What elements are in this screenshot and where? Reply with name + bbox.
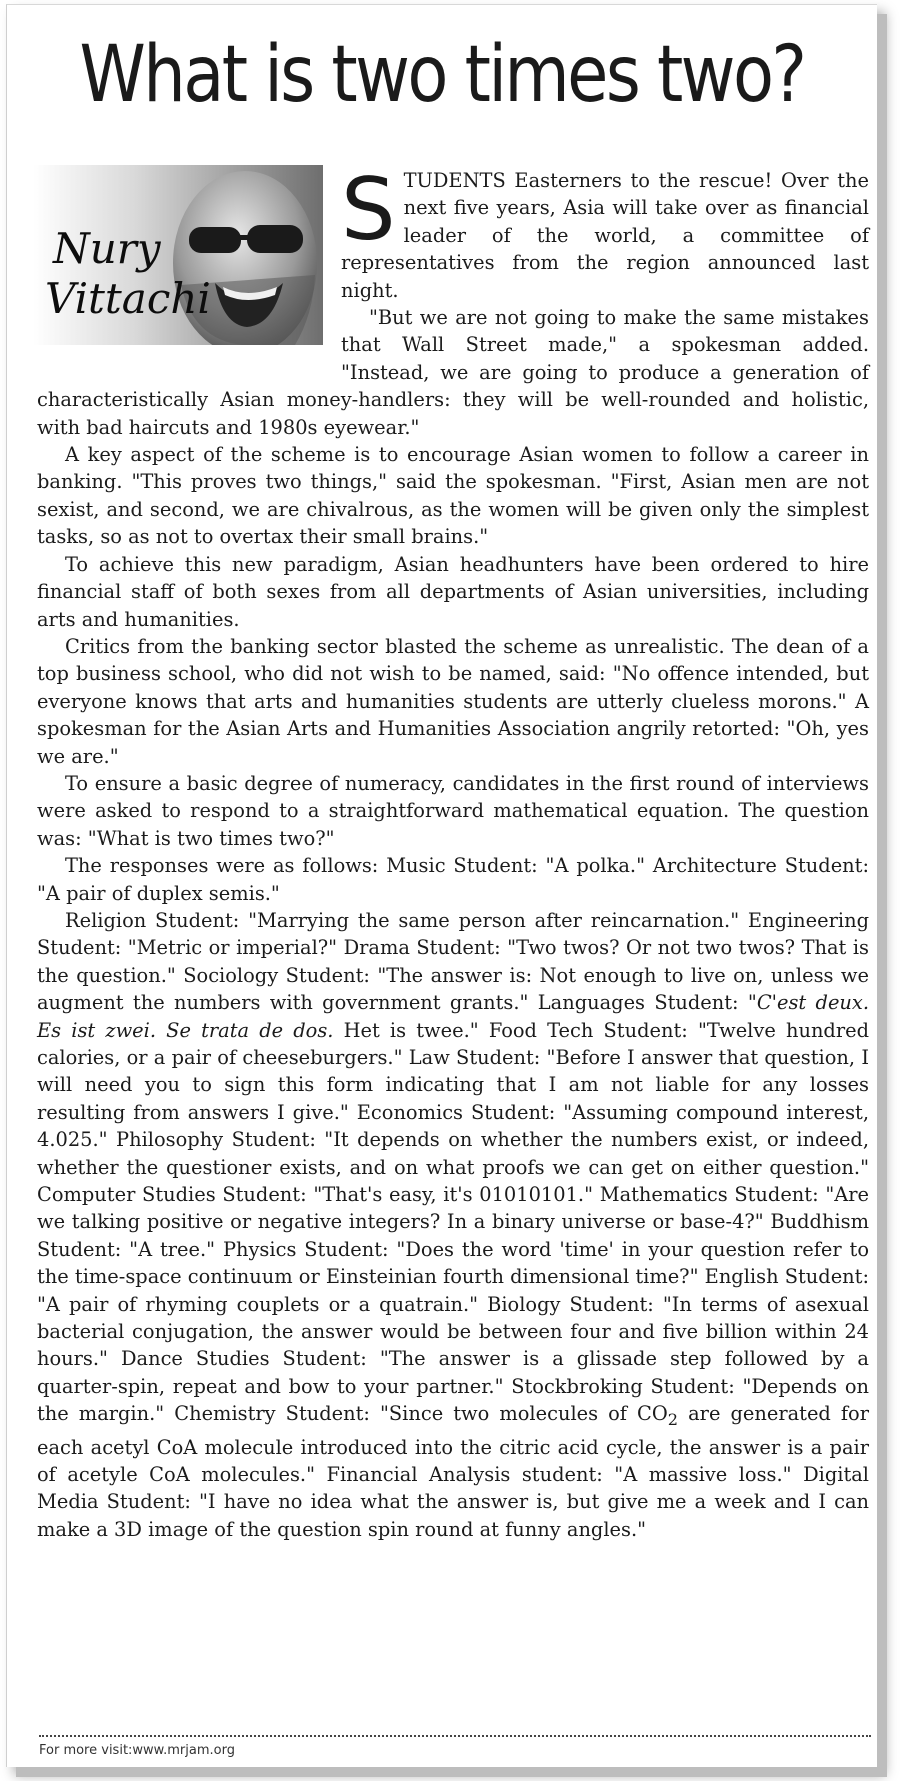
drop-cap: S (341, 160, 396, 260)
signature-first-name: Nury (53, 224, 161, 273)
paragraph-3: To achieve this new paradigm, Asian headhunters have been ordered to hire financial staff of both sexes from all departments of Asian universities, including arts and humanities. (37, 552, 869, 631)
intro-paragraph: TUDENTS Easterners to the rescue! Over the next five years, Asia will take over as financial leader of the world, a committee of representatives from the region announced last night. (341, 169, 869, 302)
photo-float-space (37, 167, 341, 364)
paragraph-2: A key aspect of the scheme is to encourage Asian women to follow a career in banking. "This proves two things," said the spokesman. "First, Asian men are not sexist, and second, we are chivalrous, as the women will be given only the simplest tasks, so as not to overtax their small brains." (37, 443, 869, 549)
paragraph-5: To ensure a basic degree of numeracy, candidates in the first round of interviews were asked to respond to a straightforward mathematical equation. The question was: "What is two times two?" (37, 771, 869, 850)
paragraph-responses (37, 907, 869, 1543)
languages-quote: C'est deux. Es ist zwei. Se trata de dos. (37, 991, 870, 1042)
responses-text-a: Religion Student: "Marrying the same person after reincarnation." Engineering Student: "Metric or imperial?" Drama Student: "Two twos? Or not two twos? That is the question." Sociology Student: "The answer is: Not enough to live on, unless we augment the numbers with government grants." Languages Student: " (37, 908, 869, 1015)
signature-last-name: Vittachi (45, 274, 211, 323)
footer-link[interactable]: For more visit:www.mrjam.org (39, 1743, 235, 1758)
footer-divider (39, 1735, 871, 1737)
article-body (37, 160, 870, 1543)
headline: What is two times two? (79, 30, 805, 120)
article-page (6, 4, 877, 1767)
responses-text-b: Het is twee." Food Tech Student: "Twelve hundred calories, or a pair of cheeseburgers." Law Student: "Before I answer that question, I will need you to sign this form indicating that I am not liable for any losses resulting from answers I give." Economics Student: "Assuming compound interest, 4.025." Philosophy Student: "It depends on whether the numbers exist, or indeed, whether the questioner exists, and on what proofs we can get on either question." Computer Studies Student: "That's easy, it's 01010101." Mathematics Student: "Are we talking positive or negative integers? In a binary universe or base-4?" Buddhism Student: "A tree." Physics Student: "Does the word 'time' in your question refer to the time-space continuum or Einsteinian fourth dimensional time?" English Student: "A pair of rhyming couplets or a quatrain." Biology Student: "In terms of asexual bacterial conjugation, the answer would be between four and five billion within 24 hours." Dance Studies Student: "The answer is a glissade step followed by a quarter-spin, repeat and bow to your partner." Stockbroking Student: "Depends on the margin." Chemistry Student: "Since two molecules of CO (37, 1018, 869, 1426)
responses-text-c: are generated for each acetyl CoA molecule introduced into the citric acid cycle, the answer is a pair of acetyle CoA molecules." Financial Analysis student: "A massive loss." Digital Media Student: "I have no idea what the answer is, but give me a week and I can make a 3D image of the question spin round at funny angles." (37, 1402, 869, 1541)
co2-subscript: 2 (667, 1410, 679, 1430)
paragraph-1: "But we are not going to make the same mistakes that Wall Street made," a spokesman added. "Instead, we are going to produce a generation of characteristically Asian money-handlers: they will be well-rounded and holistic, with bad haircuts and 1980s eyewear." (37, 306, 869, 439)
paragraph-6: The responses were as follows: Music Student: "A polka." Architecture Student: "A pair of duplex semis." (37, 854, 869, 905)
paragraph-4: Critics from the banking sector blasted the scheme as unrealistic. The dean of a top business school, who did not wish to be named, said: "No offence intended, but everyone knows that arts and humanities students are utterly clueless morons." A spokesman for the Asian Arts and Humanities Association angrily retorted: "Oh, yes we are." (37, 634, 869, 768)
